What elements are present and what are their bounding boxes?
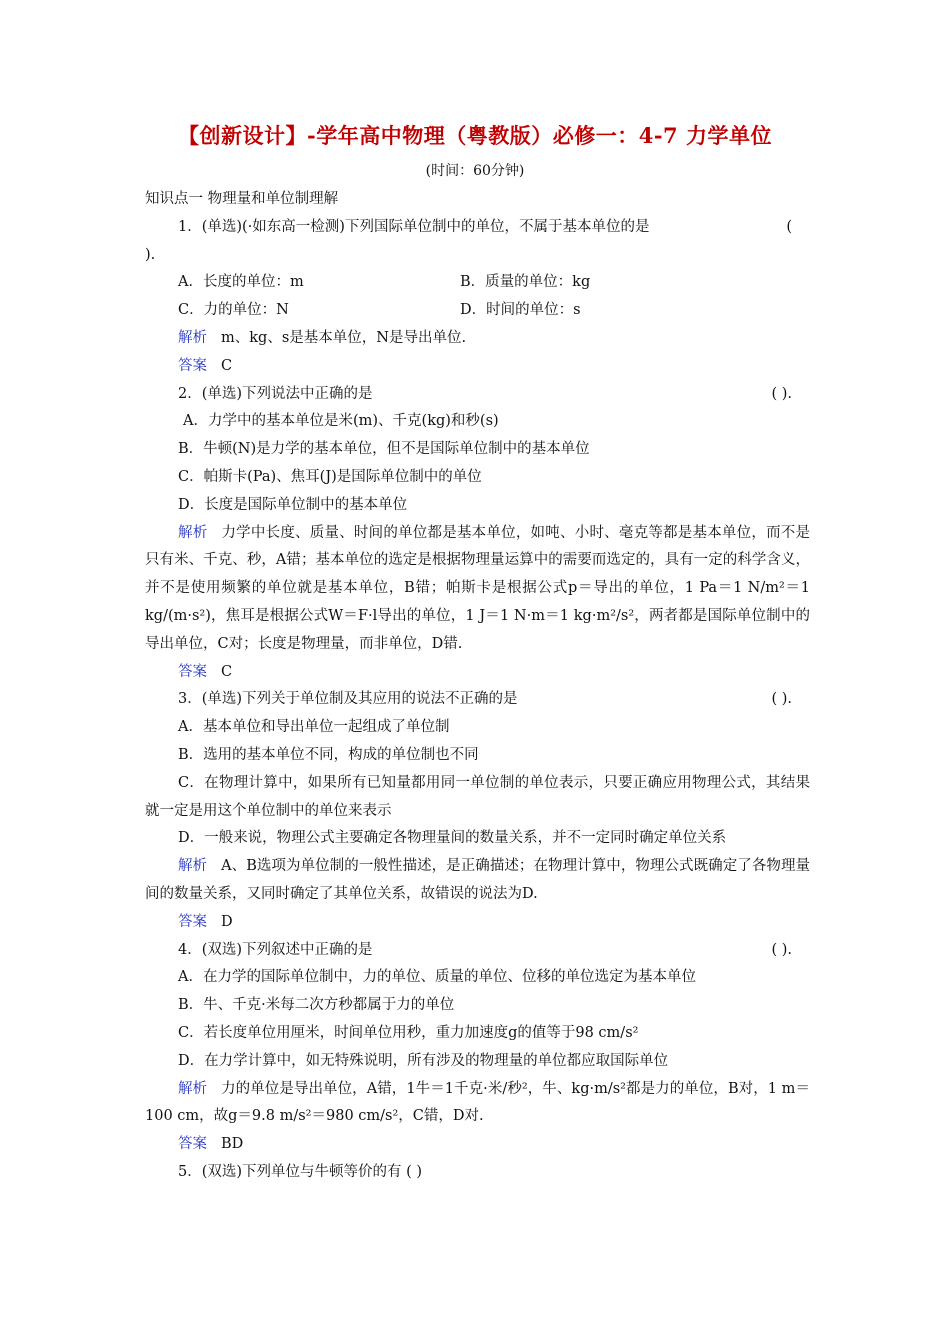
answer-label: 答案 xyxy=(178,913,207,930)
answer-label: 答案 xyxy=(178,1136,207,1153)
question-1-options-ab xyxy=(145,269,810,297)
option-b: B．牛顿(N)是力学的基本单位，但不是国际单位制中的基本单位 xyxy=(178,441,590,458)
option-b: B．选用的基本单位不同，构成的单位制也不同 xyxy=(178,746,479,763)
question-3-analysis: 解析 A、B选项为单位制的一般性描述，是正确描述；在物理计算中，物理公式既确定了各物理量间的数量关系，又同时确定了其单位关系，故错误的说法为D. xyxy=(145,858,811,902)
option-d: D．在力学计算中，如无特殊说明，所有涉及的物理量的单位都应取国际单位 xyxy=(178,1052,669,1069)
question-1-answer: 答案 C xyxy=(178,357,233,374)
question-2-stem: 2．(单选)下列说法中正确的是 ( ). xyxy=(178,385,792,402)
option-a: A．基本单位和导出单位一起组成了单位制 xyxy=(178,719,450,736)
document-body xyxy=(145,186,810,1187)
option-c: C．力的单位：N xyxy=(178,302,289,319)
question-5-stem: 5．(双选)下列单位与牛顿等价的有 ( ) xyxy=(178,1163,423,1180)
question-2-answer: 答案 C xyxy=(178,663,233,680)
analysis-label: 解析 xyxy=(178,1080,208,1097)
time-limit: (时间：60分钟) xyxy=(425,163,525,179)
question-4-analysis: 解析 力的单位是导出单位，A错，1牛＝1千克·米/秒²，牛、kg·m/s²都是力的单位，B对，1 m＝100 cm，故g＝9.8 m/s²＝980 cm/s²，C错，D对. xyxy=(145,1080,810,1125)
option-c: C．帕斯卡(Pa)、焦耳(J)是国际单位制中的单位 xyxy=(178,468,482,485)
analysis-label: 解析 xyxy=(178,858,208,875)
analysis-label: 解析 xyxy=(178,329,207,346)
option-a: A．在力学的国际单位制中，力的单位、质量的单位、位移的单位选定为基本单位 xyxy=(178,969,696,986)
option-a: A．长度的单位：m xyxy=(178,274,304,291)
question-3-answer: 答案 D xyxy=(178,913,233,930)
question-2-analysis: 解析 力学中长度、质量、时间的单位都是基本单位，如吨、小时、毫克等都是基本单位，而不是只有米、千克、秒，A错；基本单位的选定是根据物理量运算中的需要而选定的，具有一定的科学含义，并不是使用频繁的单位就是基本单位，B错；帕斯卡是根据公式p＝导出的单位，1 Pa＝1 N/m²＝1 kg/(m·s²)，焦耳是根据公式W＝F·l导出的单位，1 J＝1 N·m＝1 kg·m²/s²，两者都是国际单位制中的导出单位，C对；长度是物理量，而非单位，D错. xyxy=(145,524,811,652)
document-title: 【创新设计】-学年高中物理（粤教版）必修一：4-7 力学单位 xyxy=(178,123,772,148)
question-1-stem: 1．(单选)(·如东高一检测)下列国际单位制中的单位，不属于基本单位的是 ( xyxy=(178,218,792,235)
analysis-label: 解析 xyxy=(178,524,208,541)
option-c: C．在物理计算中，如果所有已知量都用同一单位制的单位表示，只要正确应用物理公式，其结果就一定是用这个单位制中的单位来表示 xyxy=(145,774,810,819)
question-4-answer: 答案 BD xyxy=(178,1136,244,1153)
option-a: A．力学中的基本单位是米(m)、千克(kg)和秒(s) xyxy=(183,413,499,430)
option-b: B．牛、千克·米每二次方秒都属于力的单位 xyxy=(178,997,455,1014)
option-c: C．若长度单位用厘米，时间单位用秒，重力加速度g的值等于98 cm/s² xyxy=(178,1024,639,1041)
section-heading: 知识点一 物理量和单位制理解 xyxy=(145,191,339,207)
question-4-stem: 4．(双选)下列叙述中正确的是 ( ). xyxy=(178,941,792,958)
option-b: B．质量的单位：kg xyxy=(460,274,591,291)
question-1-options-cd xyxy=(145,297,810,325)
option-d: D．一般来说，物理公式主要确定各物理量间的数量关系，并不一定同时确定单位关系 xyxy=(178,830,727,847)
question-1-stem-cont: ). xyxy=(145,246,156,263)
option-d: D．时间的单位：s xyxy=(460,302,581,319)
answer-label: 答案 xyxy=(178,663,207,680)
answer-label: 答案 xyxy=(178,357,207,374)
question-3-stem: 3．(单选)下列关于单位制及其应用的说法不正确的是 ( ). xyxy=(178,691,792,708)
option-d: D．长度是国际单位制中的基本单位 xyxy=(178,496,408,513)
question-1-analysis: 解析 m、kg、s是基本单位，N是导出单位. xyxy=(178,329,467,346)
